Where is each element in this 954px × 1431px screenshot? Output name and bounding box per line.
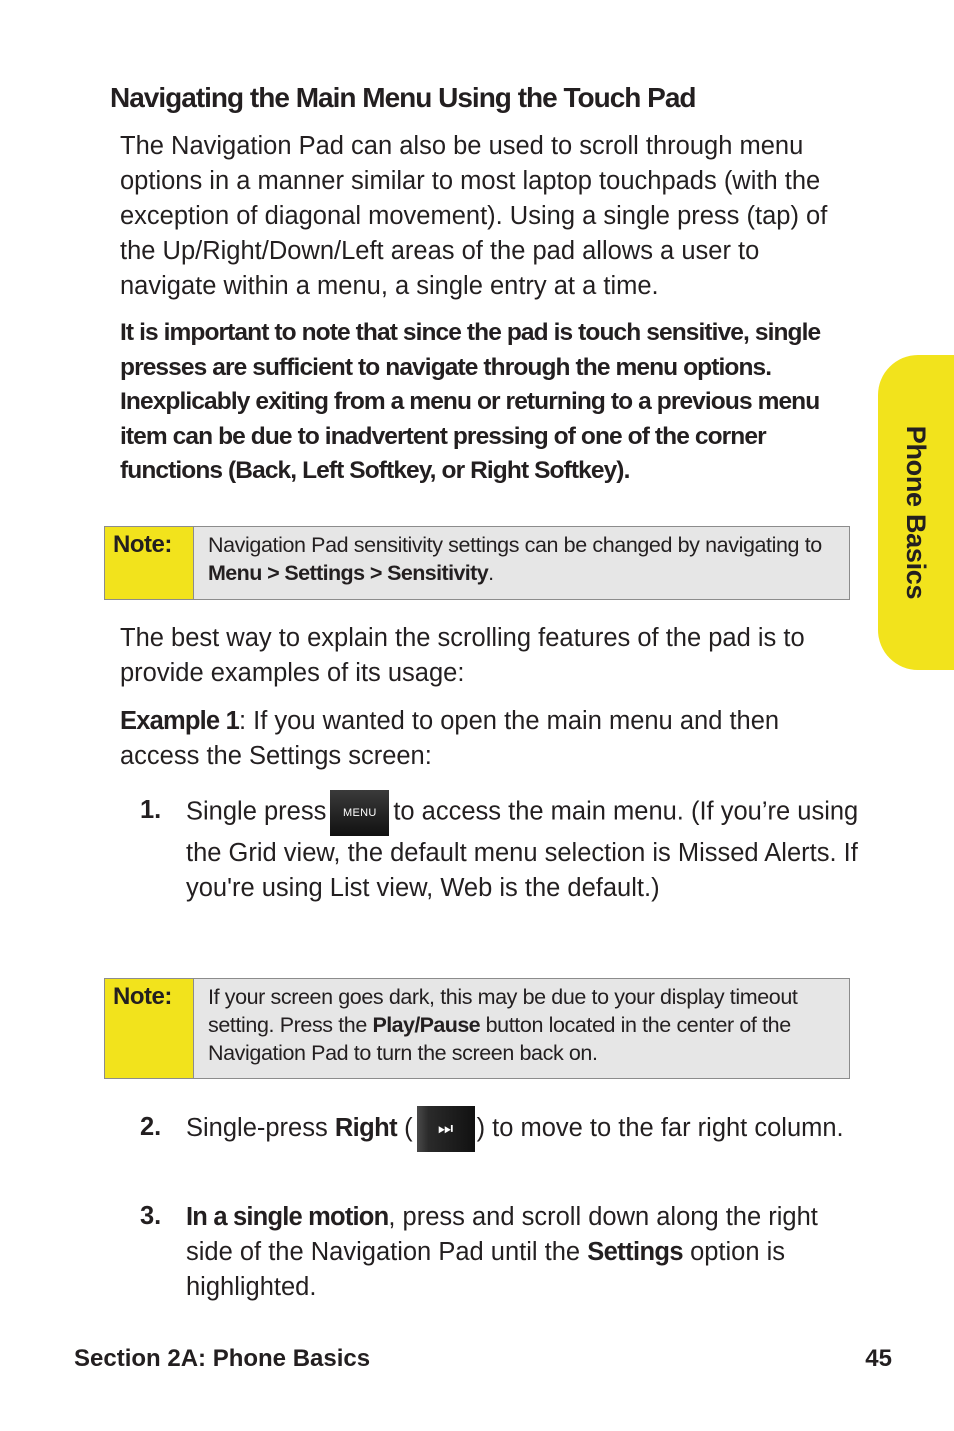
fast-forward-icon: ⏭ bbox=[417, 1106, 475, 1152]
note-label: Note: bbox=[105, 979, 194, 1078]
note-text bbox=[194, 979, 849, 1078]
step-number-2: 2. bbox=[140, 1113, 162, 1141]
note-text-after: button located in the center of the Navigation Pad to turn the screen back on. bbox=[208, 1013, 791, 1065]
step-2-paren: ( bbox=[396, 1114, 413, 1142]
section-heading: Navigating the Main Menu Using the Touch Pad bbox=[110, 82, 696, 113]
note-box-screen-dark bbox=[104, 978, 850, 1079]
step-1-after: to access the main menu. (If you’re using the Grid view, the default menu selection is Missed Alerts. If you're using List view, Web is the default.) bbox=[186, 797, 859, 902]
example-text: : If you wanted to open the main menu and then access the Settings screen: bbox=[120, 707, 780, 770]
play-pause-label: Play/Pause bbox=[372, 1013, 481, 1037]
note-text-before: If your screen goes dark, this may be due to your display timeout setting. Press the bbox=[208, 985, 798, 1037]
footer-section: Section 2A: Phone Basics bbox=[74, 1345, 371, 1372]
step-3-middle: , press and scroll down along the right side of the Navigation Pad until the bbox=[186, 1203, 818, 1266]
example-label: Example 1 bbox=[120, 707, 239, 735]
step-2-after: ) to move to the far right column. bbox=[476, 1114, 844, 1142]
step-3-text bbox=[186, 1200, 861, 1305]
step-1-before: Single press bbox=[186, 797, 327, 826]
note-label: Note: bbox=[105, 527, 194, 599]
single-motion-label: In a single motion bbox=[186, 1203, 389, 1231]
step-1-text bbox=[186, 790, 861, 905]
side-tab-label: Phone Basics bbox=[901, 425, 932, 600]
note-text-before: Navigation Pad sensitivity settings can be changed by navigating to bbox=[208, 533, 822, 557]
scroll-intro-paragraph: The best way to explain the scrolling features of the pad is to provide examples of its usage: bbox=[120, 624, 805, 687]
intro-paragraph: The Navigation Pad can also be used to scroll through menu options in a manner similar to most laptop touchpads (with the exception of diagonal movement). Using a single press (tap) of the Up/Right/Down/Left areas of the pad allows a user to navigate within a menu, a single entry at a time. bbox=[120, 132, 828, 300]
section-side-tab bbox=[878, 355, 954, 670]
step-number-1: 1. bbox=[140, 796, 162, 824]
step-2-before: Single-press bbox=[186, 1114, 335, 1142]
note-text bbox=[194, 527, 849, 599]
page-number: 45 bbox=[865, 1345, 892, 1372]
note-box-sensitivity bbox=[104, 526, 850, 600]
step-3-after: option is highlighted. bbox=[186, 1238, 786, 1301]
important-paragraph: It is important to note that since the pad is touch sensitive, single presses are sufficient to navigate through the menu options. Inexplicably exiting from a menu or returning to a previous menu item can be due to inadvertent pressing of one of the corner functions (Back, Left Softkey, or Right Softkey). bbox=[120, 319, 821, 485]
step-number-3: 3. bbox=[140, 1202, 162, 1230]
settings-label: Settings bbox=[587, 1238, 683, 1266]
step-2-text bbox=[186, 1106, 861, 1152]
example-paragraph bbox=[120, 704, 860, 774]
menu-key-icon: MENU bbox=[330, 790, 389, 836]
right-label: Right bbox=[334, 1114, 397, 1142]
note-text-after: . bbox=[488, 561, 494, 585]
menu-path: Menu > Settings > Sensitivity bbox=[208, 561, 489, 585]
